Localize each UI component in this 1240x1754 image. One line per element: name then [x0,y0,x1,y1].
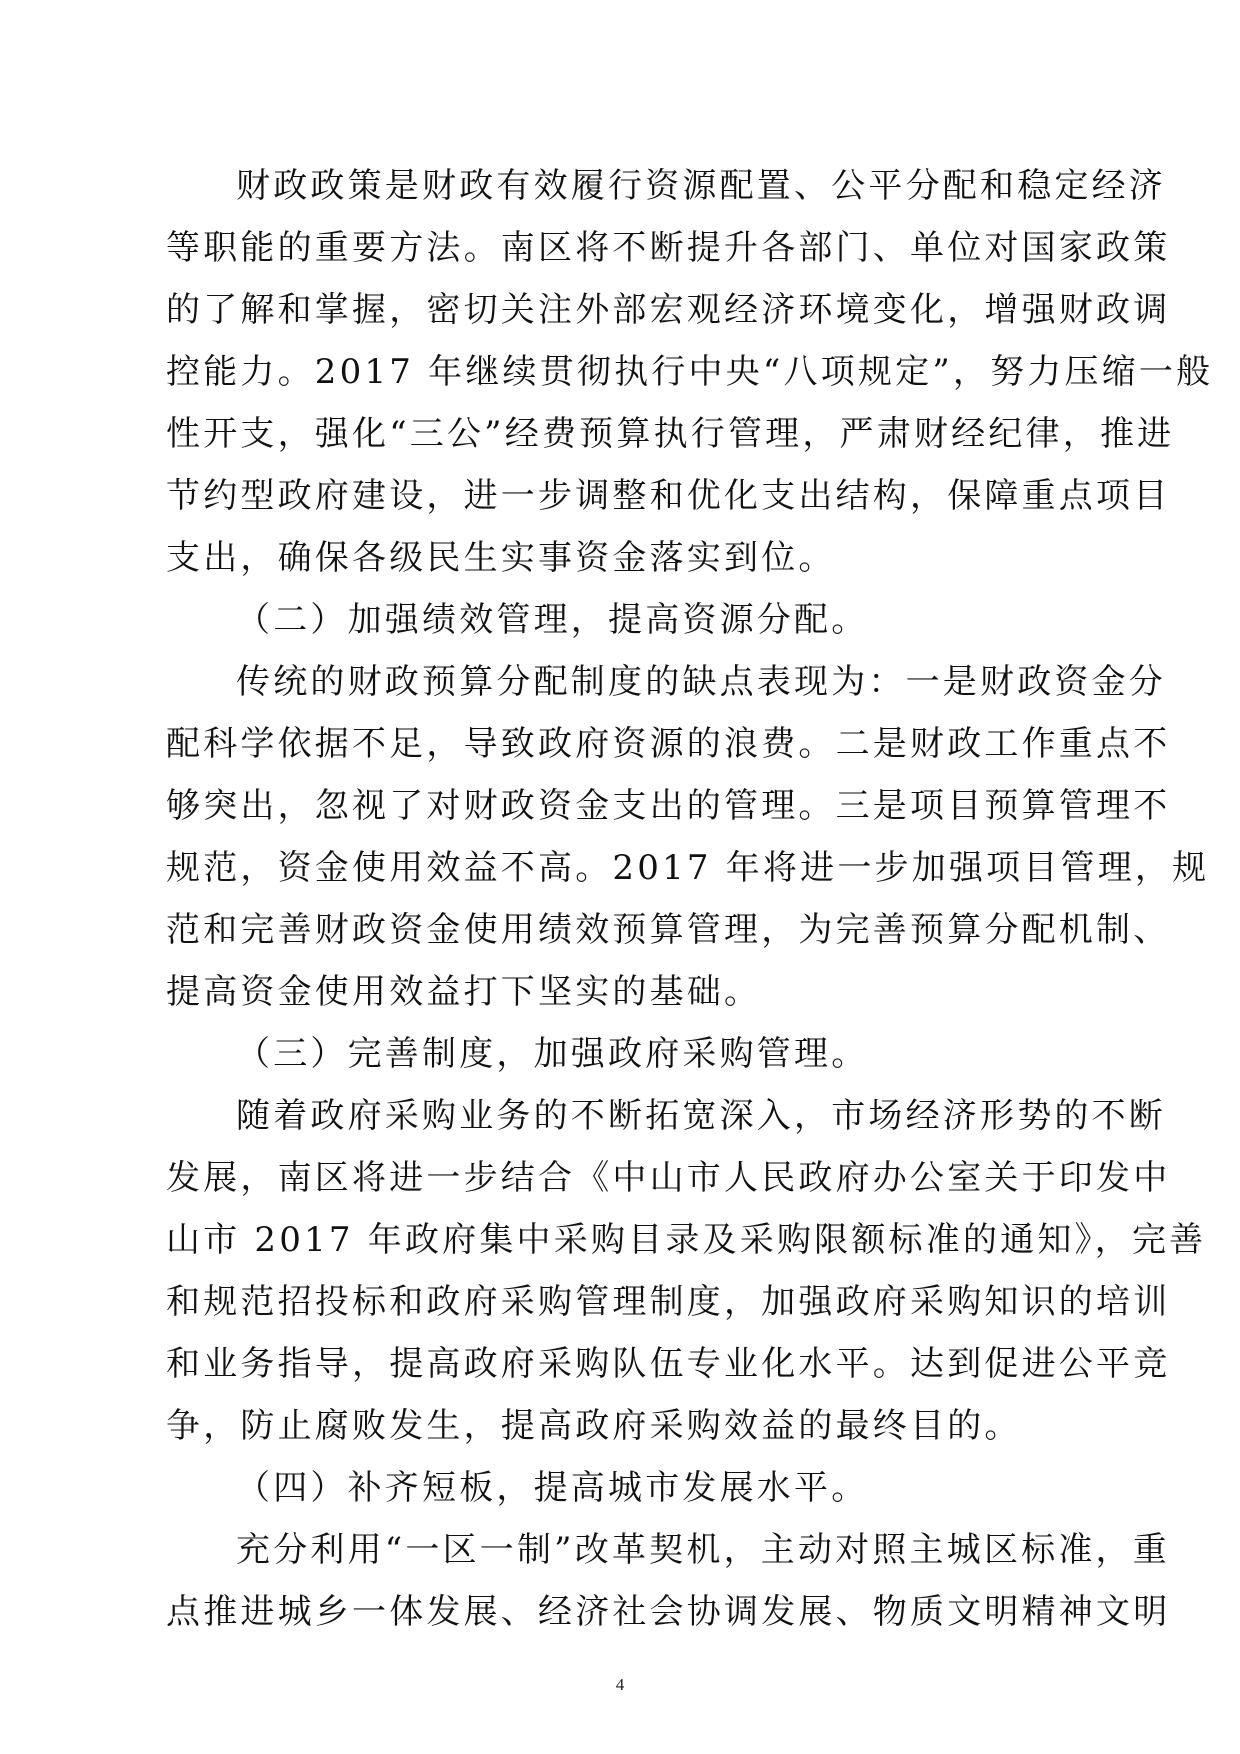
text-line-content: 点推进城乡一体发展、经济社会协调发展、物质文明精神文明 [166,1592,1171,1632]
text-line [0,1158,1240,1198]
text-line-content: 财政政策是财政有效履行资源配置、公平分配和稳定经济 [236,166,1166,206]
text-line [0,1096,1240,1136]
text-line [0,1282,1240,1322]
text-line [0,538,1240,578]
text-line [0,1344,1240,1384]
text-line [0,910,1240,950]
section-heading-text: （二）加强绩效管理，提高资源分配。 [236,600,869,640]
page-number: 4 [615,1675,625,1694]
text-line-content: 性开支，强化“三公”经费预算执行管理，严肃财经纪律，推进 [166,414,1175,454]
text-line [0,476,1240,516]
text-line-content: 随着政府采购业务的不断拓宽深入，市场经济形势的不断 [236,1096,1166,1136]
text-line-content: 等职能的重要方法。南区将不断提升各部门、单位对国家政策 [166,228,1171,268]
text-line [0,1530,1240,1570]
text-line-content: 配科学依据不足，导致政府资源的浪费。二是财政工作重点不 [166,724,1171,764]
text-line-content: 充分利用“一区一制”改革契机，主动对照主城区标准，重 [236,1530,1170,1570]
section-heading [0,1468,1240,1508]
text-line [0,228,1240,268]
text-line-content: 范和完善财政资金使用绩效预算管理，为完善预算分配机制、 [166,910,1171,950]
text-line-content: 规范，资金使用效益不高。2017 年将进一步加强项目管理，规 [166,848,1210,888]
text-line [0,1592,1240,1632]
section-heading [0,600,1240,640]
text-line [0,290,1240,330]
text-line-content: 够突出，忽视了对财政资金支出的管理。三是项目预算管理不 [166,786,1171,826]
text-line-content: 和规范招投标和政府采购管理制度，加强政府采购知识的培训 [166,1282,1171,1322]
section-heading [0,1034,1240,1074]
text-line-content: 支出，确保各级民生实事资金落实到位。 [166,538,836,578]
text-line-content: 和业务指导，提高政府采购队伍专业化水平。达到促进公平竞 [166,1344,1171,1384]
text-line [0,1220,1240,1260]
text-line [0,662,1240,702]
text-line [0,972,1240,1012]
text-line [0,1406,1240,1446]
section-heading-text: （四）补齐短板，提高城市发展水平。 [236,1468,869,1508]
text-line [0,352,1240,392]
text-line [0,848,1240,888]
text-line-content: 山市 2017 年政府集中采购目录及采购限额标准的通知》，完善 [166,1220,1207,1260]
text-line [0,414,1240,454]
text-line [0,724,1240,764]
text-line-content: 节约型政府建设，进一步调整和优化支出结构，保障重点项目 [166,476,1171,516]
section-heading-text: （三）完善制度，加强政府采购管理。 [236,1034,869,1074]
text-line [0,786,1240,826]
text-line [0,166,1240,206]
text-line-content: 传统的财政预算分配制度的缺点表现为：一是财政资金分 [236,662,1166,702]
text-line-content: 争，防止腐败发生，提高政府采购效益的最终目的。 [166,1406,1022,1446]
text-line-content: 控能力。2017 年继续贯彻执行中央“八项规定”，努力压缩一般 [166,352,1214,392]
text-line-content: 提高资金使用效益打下坚实的基础。 [166,972,762,1012]
text-line-content: 的了解和掌握，密切关注外部宏观经济环境变化，增强财政调 [166,290,1171,330]
text-line-content: 发展，南区将进一步结合《中山市人民政府办公室关于印发中 [166,1158,1171,1198]
